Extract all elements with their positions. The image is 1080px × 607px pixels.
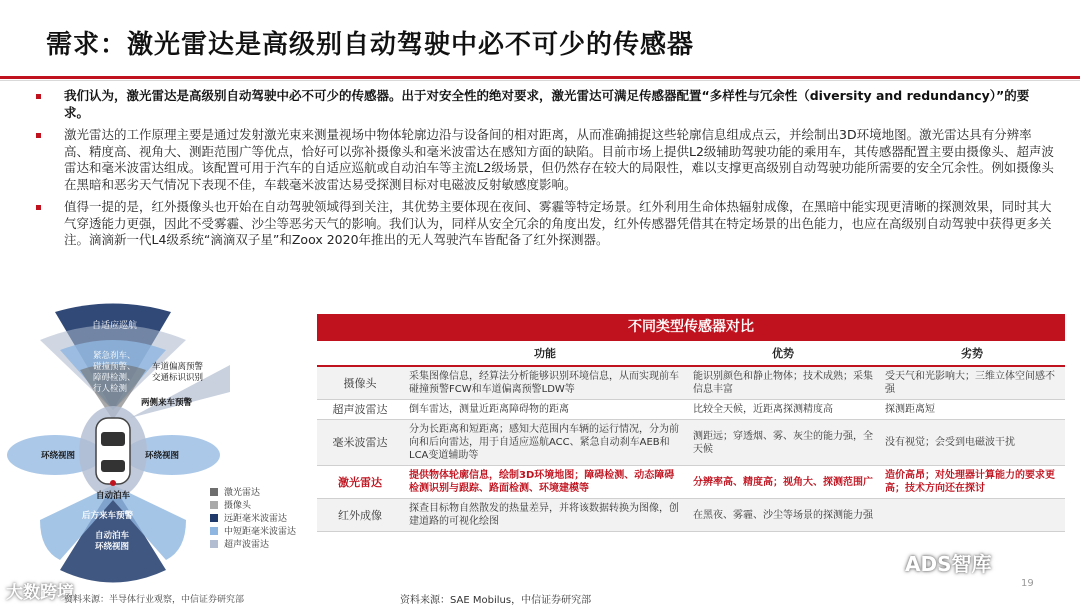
table-source: 资料来源：SAE Mobilus，中信证券研究部: [400, 595, 592, 606]
table-header-cell: 功能: [403, 341, 687, 366]
legend-label: 摄像头: [224, 501, 252, 511]
sensor-name-cell: 摄像头: [317, 366, 403, 400]
legend-item: [210, 498, 296, 511]
car-icon: [96, 418, 130, 486]
sensor-name-cell: 毫米波雷达: [317, 420, 403, 466]
table-row: [317, 420, 1065, 466]
diagram-label-emergency: 紧急刹车、碰撞预警、障碍检测、行人检测: [93, 351, 136, 394]
function-cell: 倒车雷达，测量近距离障碍物的距离: [403, 400, 687, 420]
disadvantage-cell: [879, 499, 1065, 532]
diagram-source: 资料来源：半导体行业观察，中信证券研究部: [64, 595, 245, 605]
legend-item: [210, 537, 296, 550]
table-row: [317, 366, 1065, 400]
bullet-list: [34, 88, 1054, 255]
advantage-cell: 分辨率高、精度高；视角大、探测范围广: [687, 466, 879, 499]
function-cell: 探查目标物自然散发的热量差异，并将该数据转换为图像，创建道路的可视化绘图: [403, 499, 687, 532]
bullet-text: 值得一提的是，红外摄像头也开始在自动驾驶领域得到关注，其优势主要体现在夜间、雾霾等特定场景。红外利用生命体热辐射成像，在黑暗中能实现更清晰的探测效果，同时其大气穿透能力更强，因此不受雾霾、沙尘等恶劣天气的影响。我们认为，同样从安全冗余的角度出发，红外传感器凭借其在特定场景的出色能力，也应在高级别自动驾驶中获得更多关注。滴滴新一代L4级系统“滴滴双子星”和Zoox 2020年推出的无人驾驶汽车皆配备了红外探测器。: [64, 199, 1052, 247]
disadvantage-cell: 受天气和光影响大；三维立体空间感不强: [879, 366, 1065, 400]
legend-item: [210, 524, 296, 537]
legend-label: 中短距毫米波雷达: [224, 527, 297, 537]
advantage-cell: 在黑夜、雾霾、沙尘等场景的探测能力强: [687, 499, 879, 532]
sensor-coverage-diagram: [0, 300, 330, 600]
bullet-text: 激光雷达的工作原理主要是通过发射激光束来测量视场中物体轮廓边沿与设备间的相对距离，从而准确捕捉这些轮廓信息组成点云，并绘制出3D环境地图。激光雷达具有分辨率高、精度高、视角大、测距范围广等优点，恰好可以弥补摄像头和毫米波雷达在感知方面的缺陷。目前市场上提供L2级辅助驾驶功能的乘用车，其传感器配置主要由摄像头、超声波雷达和毫米波雷达组成。该配置可用于汽车的自适应巡航或自动泊车等主流L2级场景，但仍然存在较大的局限性，难以支撑更高级别自动驾驶功能所需要的安全冗余性。例如摄像头在黑暗和恶劣天气情况下表现不佳，车载毫米波雷达易受探测目标对电磁波反射敏感度影响。: [64, 127, 1054, 192]
sensor-name-cell: 超声波雷达: [317, 400, 403, 420]
diagram-label-park-surround: 自动泊车环绕视图: [95, 531, 130, 552]
bullet-marker-icon: [36, 94, 41, 99]
watermark-left: [6, 578, 245, 605]
sensor-comparison-table: [317, 314, 1065, 532]
table-header-cell: [317, 341, 403, 366]
bullet-item: [34, 88, 1054, 121]
legend-swatch-icon: [210, 527, 218, 535]
legend-label: 超声波雷达: [224, 540, 270, 550]
watermark-right: ADS智库: [905, 552, 992, 576]
diagram-label-park: 自动泊车: [96, 491, 131, 501]
disadvantage-cell: 造价高昂；对处理器计算能力的要求更高；技术方向还在探讨: [879, 466, 1065, 499]
sensor-name-cell: 激光雷达: [317, 466, 403, 499]
table-header-row: [317, 341, 1065, 366]
table-title: 不同类型传感器对比: [317, 314, 1065, 341]
disadvantage-cell: 探测距离短: [879, 400, 1065, 420]
page-number: 19: [1021, 578, 1034, 589]
table-row: [317, 400, 1065, 420]
legend-item: [210, 511, 296, 524]
bullet-item: [34, 127, 1054, 193]
diagram-label-rear-side: 两侧来车预警: [141, 398, 193, 408]
table-row: [317, 499, 1065, 532]
bullet-item: [34, 199, 1054, 249]
table-header-cell: 劣势: [879, 341, 1065, 366]
legend-swatch-icon: [210, 501, 218, 509]
diagram-label-surround-left: 环绕视图: [41, 451, 76, 461]
legend-label: 远距毫米波雷达: [224, 514, 288, 524]
legend-item: [210, 485, 296, 498]
table-row-highlighted: [317, 466, 1065, 499]
bullet-marker-icon: [36, 205, 41, 210]
diagram-label-rear-warn: 后方来车预警: [82, 511, 134, 521]
advantage-cell: 比较全天候，近距离探测精度高: [687, 400, 879, 420]
title-rule: [0, 76, 1080, 79]
sensor-name-cell: 红外成像: [317, 499, 403, 532]
bullet-marker-icon: [36, 133, 41, 138]
advantage-cell: 测距远；穿透烟、雾、灰尘的能力强，全天候: [687, 420, 879, 466]
diagram-label-blind-spot: 盲区检测: [44, 489, 62, 510]
diagram-legend: [210, 485, 296, 550]
function-cell: 分为长距离和短距离；感知大范围内车辆的运行情况，分为前向和后向雷达，用于自适应巡航ACC、紧急自动刹车AEB和LCA变道辅助等: [403, 420, 687, 466]
table-header-cell: 优势: [687, 341, 879, 366]
legend-swatch-icon: [210, 488, 218, 496]
legend-swatch-icon: [210, 514, 218, 522]
legend-label: 激光雷达: [224, 488, 261, 498]
disadvantage-cell: 没有视觉；会受到电磁波干扰: [879, 420, 1065, 466]
function-cell: 采集图像信息，经算法分析能够识别环境信息，从而实现前车碰撞预警FCW和车道偏离预警LDW等: [403, 366, 687, 400]
function-cell: 提供物体轮廓信息，绘制3D环境地图；障碍检测、动态障碍检测识别与跟踪、路面检测、环境建模等: [403, 466, 687, 499]
diagram-label-surround-right: 环绕视图: [145, 451, 180, 461]
page-title: 需求：激光雷达是高级别自动驾驶中必不可少的传感器: [46, 30, 695, 60]
advantage-cell: 能识别颜色和静止物体；技术成熟；采集信息丰富: [687, 366, 879, 400]
watermark-left-text: 大数跨境: [6, 583, 74, 603]
title-rule-secondary: [0, 80, 1080, 81]
legend-swatch-icon: [210, 540, 218, 548]
bullet-text: 我们认为，激光雷达是高级别自动驾驶中必不可少的传感器。出于对安全性的绝对要求，激光雷达可满足传感器配置“多样性与冗余性（diversity and redundancy）”的要求。: [64, 88, 1030, 120]
diagram-label-lane: 车道偏离预警交通标识识别: [152, 362, 204, 383]
diagram-label-acc: 自适应巡航: [92, 321, 138, 331]
